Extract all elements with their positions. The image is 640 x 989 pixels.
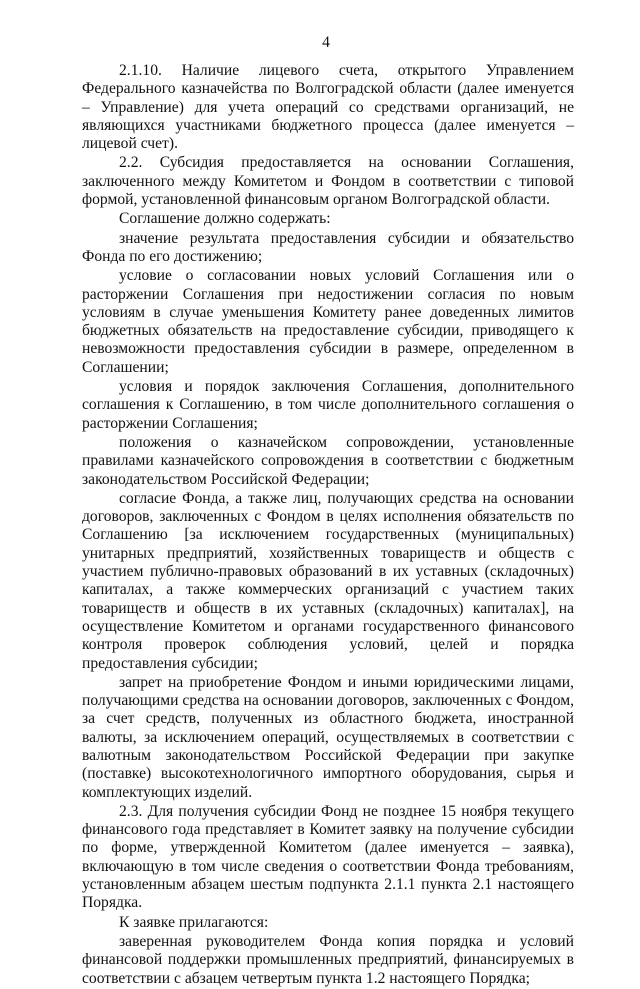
paragraph-2-2: 2.2. Субсидия предоставляется на основании Соглашения, заключенного между Комитетом и Фондом в соответствии с типовой формой, установленной финансовым органом Волгоградской области. bbox=[82, 154, 574, 209]
page-number: 4 bbox=[322, 34, 330, 51]
paragraph-2-1-10: 2.1.10. Наличие лицевого счета, открытого Управлением Федерального казначейства по Волгоградской области (далее именуется – Управление) для учета операций со средствами организаций, не являющихся участниками бюджетного процесса (далее именуется – лицевой счет). bbox=[82, 62, 574, 153]
paragraph-new-conditions: условие о согласовании новых условий Соглашения или о расторжении Соглашения при недостижении согласия по новым условиям в случае уменьшения Комитету ранее доведенных лимитов бюджетных обязательств на предоставление субсидии, приводящего к невозможности предоставления субсидии в размере, определенном в Соглашении; bbox=[82, 267, 574, 376]
paragraph-attachments: К заявке прилагаются: bbox=[119, 913, 269, 931]
document-body bbox=[82, 62, 574, 989]
paragraph-result-value: значение результата предоставления субсидии и обязательство Фонда по его достижению; bbox=[82, 229, 574, 265]
paragraph-agreement-contents: Соглашение должно содержать: bbox=[119, 210, 331, 228]
paragraph-treasury-support: положения о казначейском сопровождении, установленные правилами казначейского сопровождения в соответствии с бюджетным законодательством Российской Федерации; bbox=[82, 433, 574, 488]
paragraph-conclusion-conditions: условия и порядок заключения Соглашения, дополнительного соглашения к Соглашению, в том числе дополнительного соглашения о расторжении Соглашения; bbox=[82, 378, 574, 432]
paragraph-2-3: 2.3. Для получения субсидии Фонд не позднее 15 ноября текущего финансового года представляет в Комитет заявку на получение субсидии по форме, утвержденной Комитетом (далее именуется – заявка), включающую в том числе сведения о соответствии Фонда требованиям, установленным абзацем шестым подпункта 2.1.1 пункта 2.1 настоящего Порядка. bbox=[82, 802, 574, 912]
paragraph-certified-copy: заверенная руководителем Фонда копия порядка и условий финансовой поддержки промышленных предприятий, финансируемых в соответствии с абзацем четвертым пункта 1.2 настоящего Порядка; bbox=[82, 932, 574, 987]
paragraph-currency-ban: запрет на приобретение Фондом и иными юридическими лицами, получающими средства на основании договоров, заключенных с Фондом, за счет средств, полученных из областного бюджета, иностранной валюты, за исключением операций, осуществляемых в соответствии с валютным законодательством Российской Федерации при закупке (поставке) высокотехнологичного импортного оборудования, сырья и комплектующих изделий. bbox=[82, 673, 574, 801]
paragraph-consent: согласие Фонда, а также лиц, получающих средства на основании договоров, заключенных с Фондом в целях исполнения обязательств по Соглашению [за исключением государственных (муниципальных) унитарных предприятий, хозяйственных товариществ и обществ с участием публично-правовых образований в их уставных (складочных) капиталах, а также коммерческих организаций с участием таких товариществ и обществ в их уставных (складочных) капиталах], на осуществление Комитетом и органами государственного финансового контроля проверок соблюдения условий, целей и порядка предоставления субсидии; bbox=[82, 489, 574, 672]
